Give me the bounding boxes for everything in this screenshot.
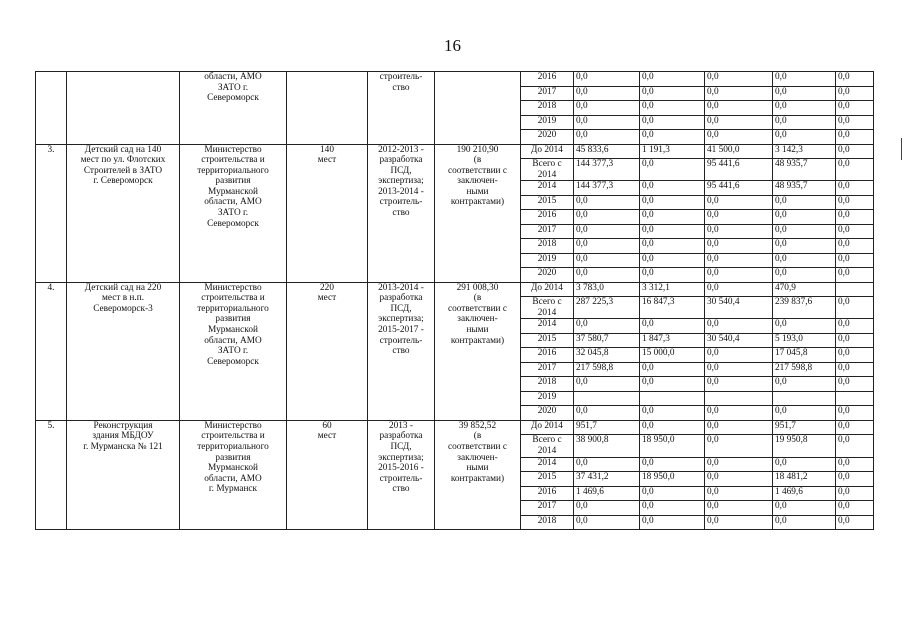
value-cell: 0,0 xyxy=(836,101,874,116)
value-cell: 0,0 xyxy=(836,144,874,159)
value-cell: 0,0 xyxy=(836,377,874,392)
year-cell: 2020 xyxy=(521,406,574,421)
value-cell: 0,0 xyxy=(705,348,773,363)
value-cell: 0,0 xyxy=(640,72,705,87)
project-capacity-line: 60 xyxy=(322,420,332,431)
year-cell: Всего с 2014 xyxy=(521,297,574,319)
value-cell: 0,0 xyxy=(773,72,836,87)
year-cell: 2015 xyxy=(521,472,574,487)
value-cell: 0,0 xyxy=(773,195,836,210)
year-cell: 2017 xyxy=(521,501,574,516)
project-cost-line: заключен- xyxy=(457,452,498,463)
value-cell: 0,0 xyxy=(773,86,836,101)
project-customer-line: Мурманской xyxy=(208,186,258,197)
value-cell: 0,0 xyxy=(705,420,773,435)
project-customer-line: области, АМО xyxy=(204,197,262,208)
project-capacity-line: мест xyxy=(317,431,337,442)
value-cell: 0,0 xyxy=(773,253,836,268)
value-cell: 17 045,8 xyxy=(773,348,836,363)
year-cell: 2020 xyxy=(521,130,574,145)
project-customer-line: территориального xyxy=(197,165,269,176)
project-customer xyxy=(180,144,287,282)
value-cell: 5 193,0 xyxy=(773,333,836,348)
value-cell: 45 833,6 xyxy=(574,144,640,159)
project-cost-line: (в xyxy=(473,293,482,304)
value-cell: 1 469,6 xyxy=(773,486,836,501)
year-cell: 2015 xyxy=(521,333,574,348)
year-cell: 2015 xyxy=(521,195,574,210)
value-cell: 0,0 xyxy=(773,515,836,530)
project-stages-line: ство xyxy=(392,346,410,357)
project-customer-line: области, АМО xyxy=(204,473,262,484)
year-cell: Всего с 2014 xyxy=(521,435,574,457)
project-stages-line: разработка xyxy=(379,431,423,442)
project-stages xyxy=(368,72,435,145)
year-cell: 2018 xyxy=(521,377,574,392)
year-cell: 2017 xyxy=(521,362,574,377)
value-cell: 0,0 xyxy=(773,501,836,516)
value-cell: 0,0 xyxy=(705,362,773,377)
value-cell: 0,0 xyxy=(640,115,705,130)
value-cell: 0,0 xyxy=(640,224,705,239)
project-customer xyxy=(180,420,287,529)
value-cell xyxy=(705,391,773,406)
year-cell: 2014 xyxy=(521,457,574,472)
project-cost-line: (в xyxy=(473,431,482,442)
value-cell: 0,0 xyxy=(773,406,836,421)
project-name-line: г. Североморск xyxy=(93,176,153,187)
project-customer-line: области, АМО xyxy=(204,72,262,82)
project-stages-line: 2013-2014 - xyxy=(378,282,424,293)
value-cell: 18 481,2 xyxy=(773,472,836,487)
value-cell: 0,0 xyxy=(574,253,640,268)
project-name xyxy=(67,282,180,420)
project-cost xyxy=(435,72,521,145)
table-row xyxy=(36,144,874,159)
value-cell: 0,0 xyxy=(705,210,773,225)
value-cell: 0,0 xyxy=(640,210,705,225)
year-cell: До 2014 xyxy=(521,282,574,297)
value-cell: 30 540,4 xyxy=(705,297,773,319)
value-cell: 18 950,0 xyxy=(640,472,705,487)
project-customer-line: строительства и xyxy=(201,293,265,304)
value-cell: 0,0 xyxy=(836,224,874,239)
project-customer-line: ЗАТО г. xyxy=(217,208,249,219)
project-cost xyxy=(435,420,521,529)
project-customer-line: Министерство xyxy=(204,420,262,431)
value-cell: 0,0 xyxy=(836,486,874,501)
table-row xyxy=(36,282,874,297)
year-cell: 2017 xyxy=(521,86,574,101)
value-cell: 0,0 xyxy=(574,101,640,116)
value-cell: 0,0 xyxy=(836,406,874,421)
value-cell: 0,0 xyxy=(705,86,773,101)
value-cell: 0,0 xyxy=(836,195,874,210)
project-stages-line: ство xyxy=(392,484,410,495)
project-cost-line: контрактами) xyxy=(450,335,505,346)
project-stages-line: ство xyxy=(392,82,410,93)
value-cell xyxy=(640,391,705,406)
value-cell: 0,0 xyxy=(574,268,640,283)
value-cell: 0,0 xyxy=(836,181,874,196)
value-cell: 37 580,7 xyxy=(574,333,640,348)
project-capacity xyxy=(287,144,368,282)
project-capacity-line: мест xyxy=(317,155,337,166)
value-cell: 0,0 xyxy=(574,210,640,225)
value-cell xyxy=(836,282,874,297)
value-cell: 951,7 xyxy=(773,420,836,435)
project-number: 3. xyxy=(36,144,67,282)
project-stages-line: 2015-2017 - xyxy=(378,325,424,336)
value-cell: 0,0 xyxy=(574,501,640,516)
project-cost-line: 39 852,52 xyxy=(458,420,497,431)
value-cell: 0,0 xyxy=(705,406,773,421)
value-cell: 0,0 xyxy=(574,515,640,530)
project-stages-line: 2013-2014 - xyxy=(378,186,424,197)
value-cell: 0,0 xyxy=(640,501,705,516)
project-cost-line: 190 210,90 xyxy=(456,144,499,155)
scan-edge-mark xyxy=(901,138,902,160)
year-cell: 2017 xyxy=(521,224,574,239)
project-stages-line: экспертиза; xyxy=(378,314,424,325)
value-cell: 0,0 xyxy=(705,253,773,268)
year-cell: 2016 xyxy=(521,486,574,501)
value-cell: 0,0 xyxy=(836,130,874,145)
value-cell: 0,0 xyxy=(836,210,874,225)
value-cell: 0,0 xyxy=(640,130,705,145)
value-cell: 0,0 xyxy=(773,130,836,145)
year-cell: До 2014 xyxy=(521,144,574,159)
value-cell: 0,0 xyxy=(836,159,874,181)
project-cost-line: заключен- xyxy=(457,176,498,187)
project-customer-line: Североморск xyxy=(207,356,259,367)
value-cell: 0,0 xyxy=(836,253,874,268)
project-customer xyxy=(180,282,287,420)
value-cell: 0,0 xyxy=(705,282,773,297)
value-cell: 0,0 xyxy=(574,86,640,101)
project-stages-line: строитель- xyxy=(379,335,423,346)
value-cell: 0,0 xyxy=(836,501,874,516)
project-capacity xyxy=(287,72,368,145)
project-customer-line: развития xyxy=(215,176,251,187)
value-cell: 0,0 xyxy=(574,377,640,392)
value-cell: 217 598,8 xyxy=(773,362,836,377)
value-cell: 3 783,0 xyxy=(574,282,640,297)
project-customer-line: ЗАТО г. xyxy=(217,82,249,93)
projects-table xyxy=(35,71,874,530)
value-cell: 217 598,8 xyxy=(574,362,640,377)
value-cell: 0,0 xyxy=(836,319,874,334)
value-cell: 18 950,0 xyxy=(640,435,705,457)
table-row xyxy=(36,72,874,87)
project-customer-line: строительства и xyxy=(201,431,265,442)
project-capacity-line: мест xyxy=(317,293,337,304)
value-cell: 0,0 xyxy=(640,406,705,421)
year-cell: 2020 xyxy=(521,268,574,283)
project-name-line: мест по ул. Флотских xyxy=(80,155,166,166)
value-cell: 95 441,6 xyxy=(705,159,773,181)
project-stages-line: строитель- xyxy=(379,473,423,484)
project-stages-line: ПСД, xyxy=(390,303,412,314)
value-cell: 1 469,6 xyxy=(574,486,640,501)
value-cell: 0,0 xyxy=(705,501,773,516)
project-cost xyxy=(435,144,521,282)
value-cell: 0,0 xyxy=(705,515,773,530)
year-cell: 2019 xyxy=(521,391,574,406)
project-stages-line: разработка xyxy=(379,293,423,304)
projects-table-body xyxy=(36,72,874,530)
project-stages-line: 2012-2013 - xyxy=(378,144,424,155)
value-cell xyxy=(773,391,836,406)
value-cell: 0,0 xyxy=(836,239,874,254)
value-cell: 239 837,6 xyxy=(773,297,836,319)
project-cost-line: соответствии с xyxy=(448,165,507,176)
project-customer-line: Североморск xyxy=(207,93,259,104)
year-cell: Всего с 2014 xyxy=(521,159,574,181)
project-customer-line: Министерство xyxy=(204,282,262,293)
value-cell: 0,0 xyxy=(836,333,874,348)
year-cell: 2014 xyxy=(521,181,574,196)
value-cell: 32 045,8 xyxy=(574,348,640,363)
value-cell: 1 847,3 xyxy=(640,333,705,348)
project-cost-line: 291 008,30 xyxy=(456,282,499,293)
value-cell: 470,9 xyxy=(773,282,836,297)
project-name xyxy=(67,144,180,282)
value-cell: 3 312,1 xyxy=(640,282,705,297)
value-cell: 0,0 xyxy=(574,457,640,472)
value-cell: 0,0 xyxy=(773,101,836,116)
value-cell: 0,0 xyxy=(705,224,773,239)
value-cell: 0,0 xyxy=(640,319,705,334)
year-cell: 2019 xyxy=(521,253,574,268)
value-cell: 37 431,2 xyxy=(574,472,640,487)
project-cost-line: соответствии с xyxy=(448,442,507,453)
project-stages-line: разработка xyxy=(379,155,423,166)
value-cell: 0,0 xyxy=(640,101,705,116)
value-cell xyxy=(574,391,640,406)
project-customer-line: Мурманской xyxy=(208,463,258,474)
value-cell: 0,0 xyxy=(773,115,836,130)
project-stages xyxy=(368,282,435,420)
project-customer-line: г. Мурманск xyxy=(208,484,258,495)
project-customer-line: строительства и xyxy=(201,155,265,166)
project-cost-line: соответствии с xyxy=(448,303,507,314)
value-cell: 0,0 xyxy=(705,377,773,392)
value-cell: 95 441,6 xyxy=(705,181,773,196)
value-cell: 0,0 xyxy=(773,377,836,392)
value-cell: 16 847,3 xyxy=(640,297,705,319)
value-cell: 0,0 xyxy=(836,115,874,130)
project-customer-line: Североморск xyxy=(207,218,259,229)
value-cell: 0,0 xyxy=(640,159,705,181)
project-cost-line: контрактами) xyxy=(450,197,505,208)
project-stages-line: ПСД, xyxy=(390,165,412,176)
value-cell: 0,0 xyxy=(640,362,705,377)
value-cell: 0,0 xyxy=(574,239,640,254)
value-cell: 0,0 xyxy=(640,457,705,472)
project-number xyxy=(36,72,67,145)
value-cell: 41 500,0 xyxy=(705,144,773,159)
value-cell: 0,0 xyxy=(836,348,874,363)
value-cell: 0,0 xyxy=(773,210,836,225)
value-cell: 0,0 xyxy=(836,472,874,487)
year-cell: 2018 xyxy=(521,239,574,254)
project-cost-line: заключен- xyxy=(457,314,498,325)
project-capacity xyxy=(287,282,368,420)
project-name-line: мест в н.п. xyxy=(101,293,145,304)
value-cell: 0,0 xyxy=(640,181,705,196)
value-cell: 0,0 xyxy=(640,86,705,101)
year-cell: 2019 xyxy=(521,115,574,130)
project-stages-line: экспертиза; xyxy=(378,452,424,463)
value-cell: 0,0 xyxy=(773,319,836,334)
year-cell: 2018 xyxy=(521,101,574,116)
value-cell: 0,0 xyxy=(705,435,773,457)
value-cell: 0,0 xyxy=(705,486,773,501)
project-customer xyxy=(180,72,287,145)
project-customer-line: Министерство xyxy=(204,144,262,155)
project-cost-line: ными xyxy=(466,325,489,336)
year-cell: 2014 xyxy=(521,319,574,334)
value-cell: 0,0 xyxy=(640,239,705,254)
value-cell: 144 377,3 xyxy=(574,159,640,181)
year-cell: 2016 xyxy=(521,72,574,87)
project-name xyxy=(67,420,180,529)
project-customer-line: развития xyxy=(215,314,251,325)
project-name xyxy=(67,72,180,145)
project-stages-line: ство xyxy=(392,208,410,219)
value-cell: 0,0 xyxy=(773,268,836,283)
value-cell: 0,0 xyxy=(705,195,773,210)
value-cell: 38 900,8 xyxy=(574,435,640,457)
value-cell: 48 935,7 xyxy=(773,181,836,196)
project-customer-line: Мурманской xyxy=(208,325,258,336)
value-cell: 0,0 xyxy=(836,435,874,457)
value-cell: 0,0 xyxy=(773,224,836,239)
value-cell: 0,0 xyxy=(705,72,773,87)
project-number: 4. xyxy=(36,282,67,420)
project-customer-line: развития xyxy=(215,452,251,463)
value-cell: 0,0 xyxy=(773,239,836,254)
value-cell: 0,0 xyxy=(640,420,705,435)
project-stages-line: ПСД, xyxy=(390,442,412,453)
value-cell: 0,0 xyxy=(705,268,773,283)
value-cell: 30 540,4 xyxy=(705,333,773,348)
project-cost-line: ными xyxy=(466,463,489,474)
project-stages-line: 2015-2016 - xyxy=(378,463,424,474)
project-cost xyxy=(435,282,521,420)
value-cell: 0,0 xyxy=(574,224,640,239)
value-cell: 0,0 xyxy=(574,319,640,334)
year-cell: 2016 xyxy=(521,348,574,363)
year-cell: 2018 xyxy=(521,515,574,530)
value-cell: 0,0 xyxy=(640,195,705,210)
value-cell: 0,0 xyxy=(836,268,874,283)
value-cell: 15 000,0 xyxy=(640,348,705,363)
value-cell: 0,0 xyxy=(836,297,874,319)
project-name-line: г. Мурманска № 121 xyxy=(83,442,163,453)
project-name-line: Строителей в ЗАТО xyxy=(83,165,163,176)
project-customer-line: области, АМО xyxy=(204,335,262,346)
value-cell: 0,0 xyxy=(640,268,705,283)
value-cell: 0,0 xyxy=(705,319,773,334)
project-stages-line: экспертиза; xyxy=(378,176,424,187)
project-capacity-line: 220 xyxy=(320,282,334,293)
value-cell: 0,0 xyxy=(836,86,874,101)
project-name-line: Детский сад на 220 xyxy=(84,282,162,293)
project-customer-line: территориального xyxy=(197,442,269,453)
year-cell: До 2014 xyxy=(521,420,574,435)
value-cell: 0,0 xyxy=(705,130,773,145)
value-cell: 0,0 xyxy=(705,457,773,472)
table-row xyxy=(36,420,874,435)
value-cell: 0,0 xyxy=(574,195,640,210)
value-cell: 0,0 xyxy=(705,239,773,254)
value-cell: 0,0 xyxy=(640,377,705,392)
value-cell: 0,0 xyxy=(574,115,640,130)
project-name-line: здания МБДОУ xyxy=(92,431,154,442)
project-name-line: Детский сад на 140 xyxy=(84,144,162,155)
project-customer-line: территориального xyxy=(197,303,269,314)
project-cost-line: контрактами) xyxy=(450,473,505,484)
value-cell: 0,0 xyxy=(836,362,874,377)
project-customer-line: ЗАТО г. xyxy=(217,346,249,357)
value-cell: 19 950,8 xyxy=(773,435,836,457)
value-cell: 951,7 xyxy=(574,420,640,435)
project-name-line: Североморск-3 xyxy=(93,303,153,314)
value-cell: 0,0 xyxy=(640,515,705,530)
value-cell: 0,0 xyxy=(836,457,874,472)
project-stages-line: 2013 - xyxy=(388,420,413,431)
value-cell: 0,0 xyxy=(836,72,874,87)
project-stages-line: строитель- xyxy=(379,72,423,82)
value-cell: 0,0 xyxy=(836,420,874,435)
value-cell: 0,0 xyxy=(574,72,640,87)
project-stages-line: строитель- xyxy=(379,197,423,208)
project-stages xyxy=(368,144,435,282)
value-cell: 287 225,3 xyxy=(574,297,640,319)
project-capacity xyxy=(287,420,368,529)
value-cell: 48 935,7 xyxy=(773,159,836,181)
value-cell: 0,0 xyxy=(640,253,705,268)
value-cell: 0,0 xyxy=(705,472,773,487)
value-cell: 0,0 xyxy=(574,406,640,421)
project-stages xyxy=(368,420,435,529)
project-number: 5. xyxy=(36,420,67,529)
project-capacity-line: 140 xyxy=(320,144,334,155)
value-cell: 0,0 xyxy=(640,486,705,501)
value-cell: 144 377,3 xyxy=(574,181,640,196)
value-cell xyxy=(836,391,874,406)
value-cell: 0,0 xyxy=(705,101,773,116)
project-name-line: Реконструкция xyxy=(93,420,153,431)
project-cost-line: (в xyxy=(473,155,482,166)
value-cell: 3 142,3 xyxy=(773,144,836,159)
value-cell: 0,0 xyxy=(836,515,874,530)
value-cell: 0,0 xyxy=(705,115,773,130)
value-cell: 0,0 xyxy=(773,457,836,472)
year-cell: 2016 xyxy=(521,210,574,225)
page-number: 16 xyxy=(444,36,461,55)
project-cost-line: ными xyxy=(466,186,489,197)
value-cell: 1 191,3 xyxy=(640,144,705,159)
value-cell: 0,0 xyxy=(574,130,640,145)
